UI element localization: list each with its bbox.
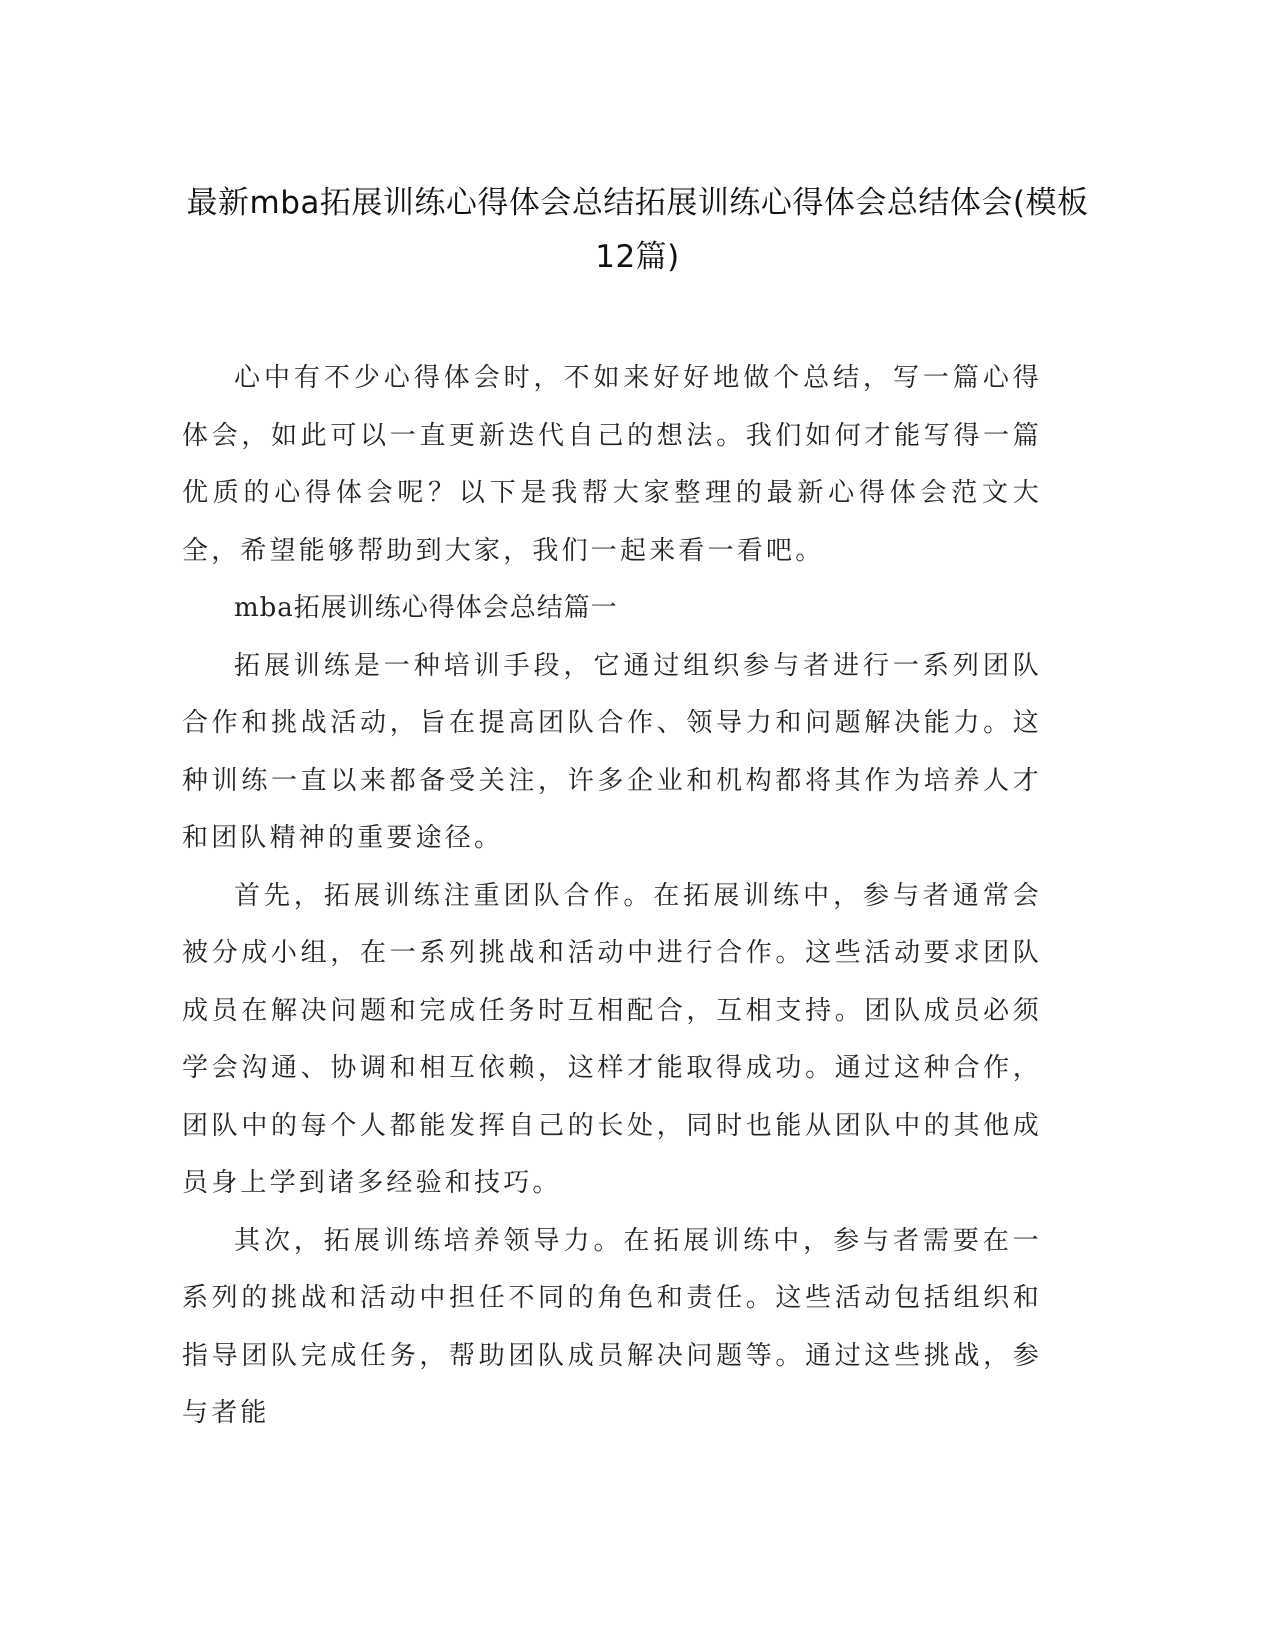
document-body [182, 350, 1042, 1443]
document-title: 最新mba拓展训练心得体会总结拓展训练心得体会总结体会(模板12篇) [186, 185, 1089, 275]
paragraph-3: 其次，拓展训练培养领导力。在拓展训练中，参与者需要在一系列的挑战和活动中担任不同的角色和责任。这些活动包括组织和指导团队完成任务，帮助团队成员解决问题等。通过这些挑战，参与者能 [182, 1225, 1042, 1428]
paragraph-intro: 心中有不少心得体会时，不如来好好地做个总结，写一篇心得体会，如此可以一直更新迭代自己的想法。我们如何才能写得一篇优质的心得体会呢？以下是我帮大家整理的最新心得体会范文大全，希望能够帮助到大家，我们一起来看一看吧。 [182, 363, 1042, 566]
paragraph-2: 首先，拓展训练注重团队合作。在拓展训练中，参与者通常会被分成小组，在一系列挑战和活动中进行合作。这些活动要求团队成员在解决问题和完成任务时互相配合，互相支持。团队成员必须学会沟通、协调和相互依赖，这样才能取得成功。通过这种合作，团队中的每个人都能发挥自己的长处，同时也能从团队中的其他成员身上学到诸多经验和技巧。 [182, 880, 1042, 1198]
paragraph-1: 拓展训练是一种培训手段，它通过组织参与者进行一系列团队合作和挑战活动，旨在提高团队合作、领导力和问题解决能力。这种训练一直以来都备受关注，许多企业和机构都将其作为培养人才和团队精神的重要途径。 [182, 650, 1042, 853]
section-heading: mba拓展训练心得体会总结篇一 [234, 593, 618, 623]
